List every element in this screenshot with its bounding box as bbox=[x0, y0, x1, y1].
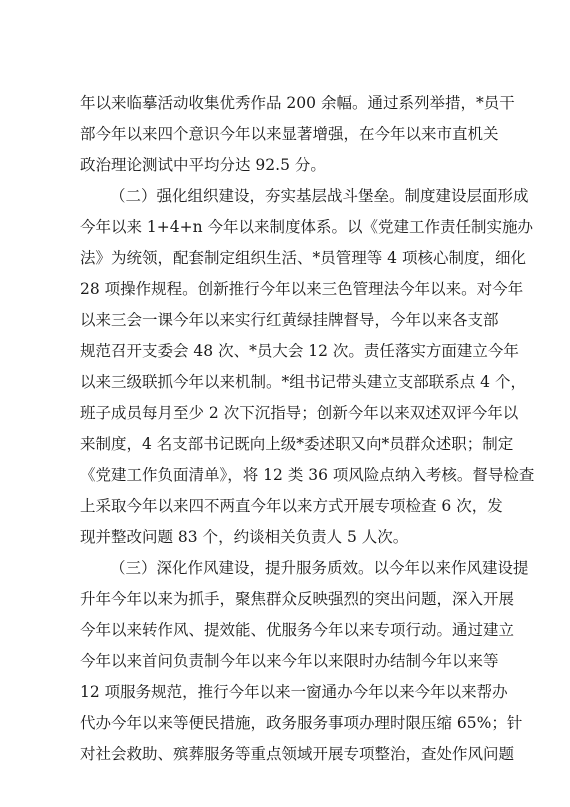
text-line: 《党建工作负面清单》，将 12 类 36 项风险点纳入考核。督导检查 bbox=[80, 466, 535, 484]
text-line: 现并整改问题 83 个，约谈相关负责人 5 人次。 bbox=[80, 528, 409, 546]
text-line: 法》为统领，配套制定组织生活、*员管理等 4 项核心制度，细化 bbox=[80, 249, 526, 267]
text-line: 规范召开支委会 48 次、*员大会 12 次。责任落实方面建立今年 bbox=[80, 342, 519, 360]
text-line: 班子成员每月至少 2 次下沉指导；创新今年以来双述双评今年以 bbox=[80, 404, 519, 422]
text-line: 以来三级联抓今年以来机制。*组书记带头建立支部联系点 4 个， bbox=[80, 373, 526, 391]
text-line: 部今年以来四个意识今年以来显著增强，在今年以来市直机关 bbox=[80, 125, 499, 143]
text-line: 年以来临摹活动收集优秀作品 200 余幅。通过系列举措，*员干 bbox=[80, 94, 515, 112]
text-line: 以来三会一课今年以来实行红黄绿挂牌督导，今年以来各支部 bbox=[80, 311, 499, 329]
text-line: 今年以来 1+4+n 今年以来制度体系。以《党建工作责任制实施办 bbox=[80, 218, 534, 236]
section-heading-line: （二）强化组织建设，夯实基层战斗堡垒。制度建设层面形成 bbox=[110, 187, 529, 205]
text-line: 来制度，4 名支部书记既向上级*委述职又向*员群众述职；制定 bbox=[80, 435, 514, 453]
text-line: 对社会救助、殡葬服务等重点领域开展专项整治，查处作风问题 bbox=[80, 745, 515, 763]
text-line: 今年以来转作风、提效能、优服务今年以来专项行动。通过建立 bbox=[80, 621, 515, 639]
text-line: 升年今年以来为抓手，聚焦群众反映强烈的突出问题，深入开展 bbox=[80, 590, 515, 608]
text-line: 28 项操作规程。创新推行今年以来三色管理法今年以来。对今年 bbox=[80, 280, 524, 298]
text-line: 上采取今年以来四不两直今年以来方式开展专项检查 6 次，发 bbox=[80, 497, 503, 515]
text-line: 今年以来首问负责制今年以来今年以来限时办结制今年以来等 bbox=[80, 652, 499, 670]
section-heading-line: （三）深化作风建设，提升服务质效。以今年以来作风建设提 bbox=[110, 559, 529, 577]
text-line: 12 项服务规范，推行今年以来一窗通办今年以来今年以来帮办 bbox=[80, 683, 508, 701]
text-line: 政治理论测试中平均分达 92.5 分。 bbox=[80, 156, 326, 174]
text-line: 代办今年以来等便民措施，政务服务事项办理时限压缩 65%；针 bbox=[80, 714, 523, 732]
